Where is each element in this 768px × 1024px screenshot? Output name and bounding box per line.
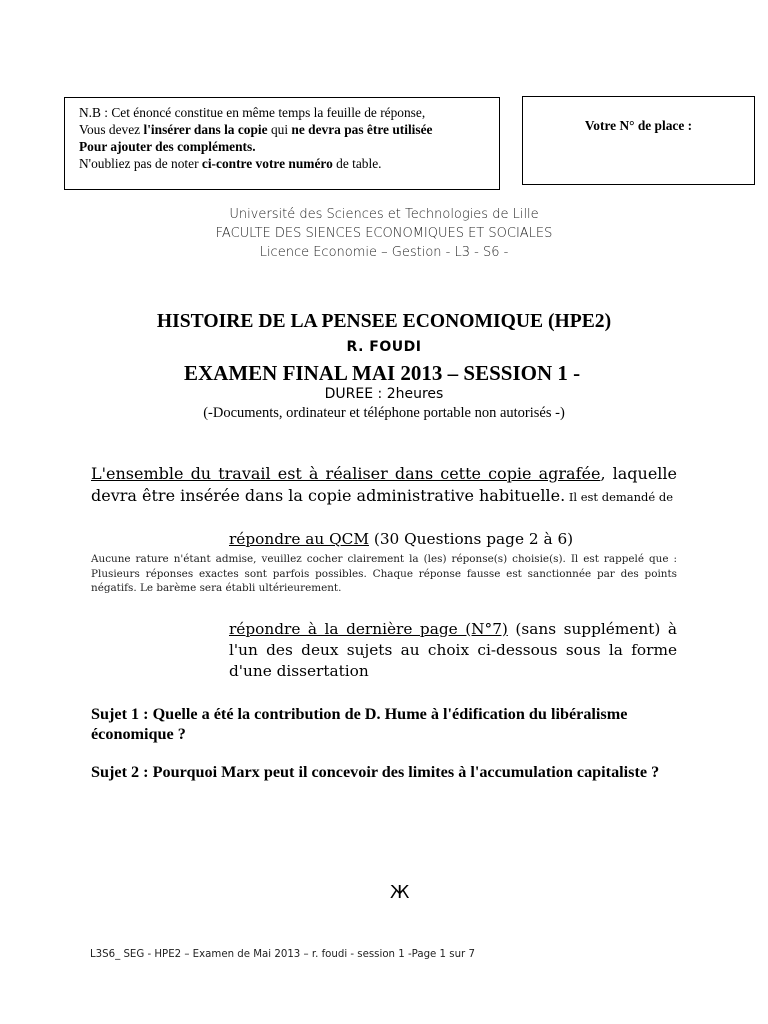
exam-title: HISTOIRE DE LA PENSEE ECONOMIQUE (HPE2) <box>156 311 612 332</box>
allowed-materials: (-Documents, ordinateur et téléphone portable non autorisés -) <box>203 405 565 421</box>
exam-duration: DUREE : 2heures <box>324 386 444 402</box>
author-name: R. FOUDI <box>346 339 422 355</box>
seat-number-label: Votre N° de place : <box>584 118 693 133</box>
licence-line: Licence Economie – Gestion - L3 - S6 - <box>259 245 509 260</box>
university-name: Université des Sciences et Technologies de Lille <box>229 207 539 222</box>
dissertation-instruction: répondre à la dernière page (N°7) (sans supplément) à l'un des deux sujets au choix ci-dessous sous la forme d'une dissertation <box>229 620 677 680</box>
faculty-name: FACULTE DES SIENCES ECONOMIQUES ET SOCIALES <box>215 226 553 241</box>
seat-number-box[interactable] <box>522 96 755 185</box>
ornament-icon: Ж <box>390 882 410 903</box>
exam-session: EXAMEN FINAL MAI 2013 – SESSION 1 - <box>184 361 581 385</box>
general-instructions: L'ensemble du travail est à réaliser dans cette copie agrafée, laquelle devra être insérée dans la copie administrative habituelle. Il est demandé de <box>91 464 678 505</box>
notice-line-2: Vous devez l'insérer dans la copie qui ne devra pas être utilisée <box>79 122 433 137</box>
notice-box <box>64 97 500 190</box>
subject-2: Sujet 2 : Pourquoi Marx peut il concevoir des limites à l'accumulation capitaliste ? <box>91 763 660 781</box>
institution-header <box>0 205 768 262</box>
notice-line-1: N.B : Cet énoncé constitue en même temps la feuille de réponse, <box>79 105 426 120</box>
notice-line-3: Pour ajouter des compléments. <box>79 139 256 154</box>
notice-line-4: N'oubliez pas de noter ci-contre votre numéro de table. <box>79 156 382 171</box>
page-footer: L3S6_ SEG - HPE2 – Examen de Mai 2013 – r. foudi - session 1 -Page 1 sur 7 <box>90 949 475 960</box>
qcm-instruction: répondre au QCM (30 Questions page 2 à 6) <box>229 530 574 548</box>
qcm-rules: Aucune rature n'étant admise, veuillez cocher clairement la (les) réponse(s) choisie(s). Il est rappelé que : Plusieurs réponses exactes sont parfois possibles. Chaque réponse fausse est sanctionnée par des points négatifs. Le barème sera établi ultérieurement. <box>91 553 677 594</box>
subject-1: Sujet 1 : Quelle a été la contribution de D. Hume à l'édification du libéralisme économique ? <box>91 705 628 743</box>
